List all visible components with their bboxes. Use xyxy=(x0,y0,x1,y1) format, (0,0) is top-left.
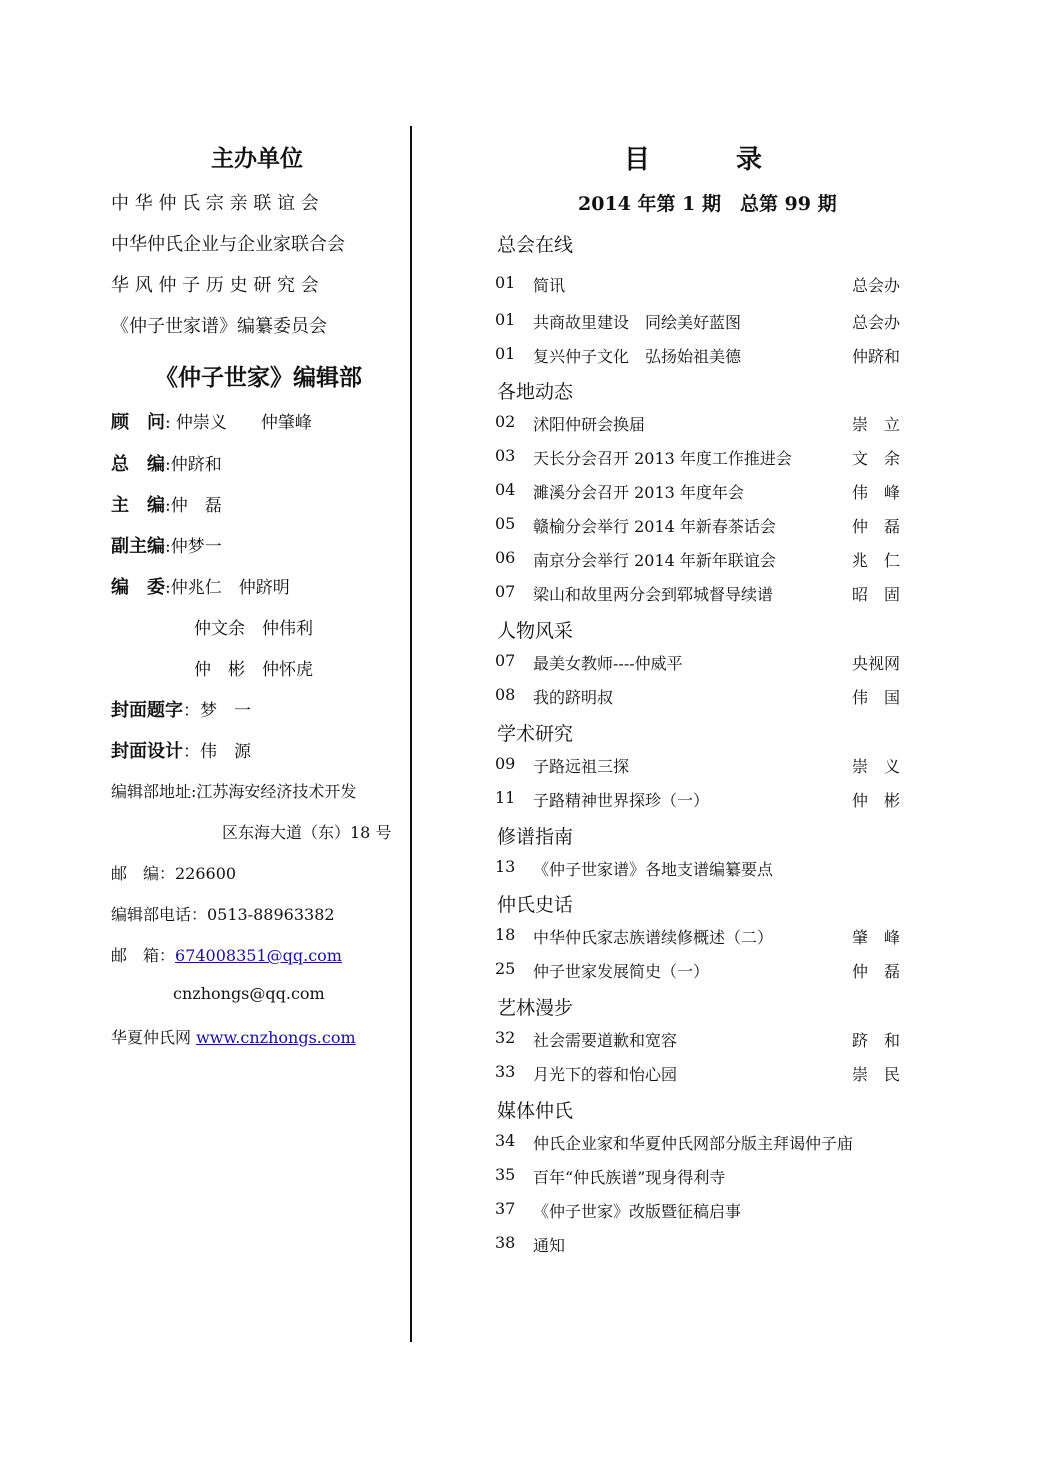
toc-entry[interactable] xyxy=(495,651,905,675)
staff-row-advisor xyxy=(111,408,312,434)
sponsor-4: 《仲子世家谱》编纂委员会 xyxy=(111,316,327,337)
entry-page: 09 xyxy=(495,754,516,773)
entry-page: 34 xyxy=(495,1131,516,1150)
entry-title: 共商故里建设 同绘美好蓝图 xyxy=(533,313,742,332)
entry-author: 肇 峰 xyxy=(851,928,900,947)
entry-title: 子路精神世界探珍（一） xyxy=(533,791,710,810)
entry-page: 02 xyxy=(495,412,516,431)
toc-entry[interactable] xyxy=(495,788,905,812)
staff-value: 仲兆仁 仲跻明 xyxy=(170,578,290,598)
entry-page: 06 xyxy=(495,548,516,567)
entry-author: 跻 和 xyxy=(851,1031,900,1050)
postcode: 邮 编：226600 xyxy=(111,864,237,883)
section-heading: 仲氏史话 xyxy=(497,894,574,916)
section-heading: 学术研究 xyxy=(497,723,574,745)
toc-entry[interactable] xyxy=(495,548,905,572)
sponsor-1: 中 华 仲 氏 宗 亲 联 谊 会 xyxy=(111,193,319,214)
toc-entry[interactable] xyxy=(495,514,905,538)
entry-page: 01 xyxy=(495,273,516,292)
entry-author: 文 余 xyxy=(851,449,900,468)
entry-page: 05 xyxy=(495,514,516,533)
staff-row-editor xyxy=(111,491,222,517)
staff-value: 仲跻和 xyxy=(170,455,222,475)
entry-author: 仲 磊 xyxy=(851,962,900,981)
entry-author: 伟 峰 xyxy=(851,483,900,502)
entry-author: 昭 固 xyxy=(851,585,900,604)
website-label: 华夏仲氏网 xyxy=(111,1028,192,1047)
toc-title: 目 录 xyxy=(624,145,765,175)
website-link[interactable]: www.cnzhongs.com xyxy=(196,1028,356,1047)
staff-value: 仲梦一 xyxy=(170,537,222,557)
issue-info: 2014 年第 1 期 总第 99 期 xyxy=(578,193,837,215)
staff-sep: : xyxy=(165,578,171,598)
entry-title: 仲氏企业家和华夏仲氏网部分版主拜谒仲子庙 xyxy=(533,1134,854,1153)
entry-title: 沭阳仲研会换届 xyxy=(533,415,646,434)
entry-author: 央视网 xyxy=(851,654,900,673)
committee-extra-1: 仲文余 仲伟利 xyxy=(194,619,313,639)
entry-title: 《仲子世家》改版暨征稿启事 xyxy=(533,1202,742,1221)
website-row xyxy=(111,1025,356,1048)
toc-entry[interactable] xyxy=(495,582,905,606)
entry-title: 通知 xyxy=(533,1236,566,1255)
entry-page: 32 xyxy=(495,1028,516,1047)
entry-author: 仲 彬 xyxy=(851,791,900,810)
toc-entry[interactable] xyxy=(495,1165,905,1189)
section-heading: 媒体仲氏 xyxy=(497,1100,574,1122)
address-row xyxy=(111,779,356,802)
entry-page: 38 xyxy=(495,1233,516,1252)
section-heading: 总会在线 xyxy=(497,234,574,256)
entry-page: 18 xyxy=(495,925,516,944)
entry-author: 仲跻和 xyxy=(851,347,900,366)
toc-entry[interactable] xyxy=(495,310,905,334)
entry-page: 03 xyxy=(495,446,516,465)
sponsor-2: 中华仲氏企业与企业家联合会 xyxy=(111,234,345,255)
toc-entry[interactable] xyxy=(495,959,905,983)
staff-sep: : xyxy=(165,413,171,433)
editorial-heading: 《仲子世家》编辑部 xyxy=(155,365,362,391)
toc-entry[interactable] xyxy=(495,412,905,436)
staff-label: 主 编 xyxy=(111,495,165,516)
address-line-2: 区东海大道（东）18 号 xyxy=(222,823,392,842)
entry-page: 11 xyxy=(495,788,516,807)
entry-title: 我的跻明叔 xyxy=(533,688,614,707)
staff-label: 编 委 xyxy=(111,577,165,598)
entry-page: 33 xyxy=(495,1062,516,1081)
address-label: 编辑部地址: xyxy=(111,782,197,801)
toc-entry[interactable] xyxy=(495,1131,905,1155)
section-heading: 艺林漫步 xyxy=(497,997,574,1019)
staff-row-chief-editor xyxy=(111,450,222,476)
toc-entry[interactable] xyxy=(495,754,905,778)
staff-label: 顾 问 xyxy=(111,412,165,433)
staff-sep: : xyxy=(165,496,171,516)
staff-row-committee xyxy=(111,573,290,599)
entry-title: 《仲子世家谱》各地支谱编纂要点 xyxy=(533,860,774,879)
section-heading: 各地动态 xyxy=(497,381,574,403)
entry-page: 01 xyxy=(495,310,516,329)
cover-label: 封面题字 xyxy=(111,700,183,721)
entry-title: 最美女教师----仲威平 xyxy=(533,654,683,673)
entry-page: 07 xyxy=(495,582,516,601)
entry-page: 13 xyxy=(495,857,516,876)
entry-title: 梁山和故里两分会到郓城督导续谱 xyxy=(533,585,774,604)
entry-author: 总会办 xyxy=(851,276,900,295)
sponsor-3: 华 风 仲 子 历 史 研 究 会 xyxy=(111,275,319,296)
entry-page: 37 xyxy=(495,1199,516,1218)
entry-author: 伟 国 xyxy=(851,688,900,707)
toc-entry[interactable] xyxy=(495,1062,905,1086)
staff-row-deputy-editor xyxy=(111,532,222,558)
toc-entry[interactable] xyxy=(495,685,905,709)
entry-title: 中华仲氏家志族谱续修概述（二） xyxy=(533,928,774,947)
cover-value: 梦 一 xyxy=(200,701,251,721)
toc-entry[interactable] xyxy=(495,1233,905,1257)
cover-design-row: 封面设计：伟 源 xyxy=(111,741,251,762)
entry-title: 复兴仲子文化 弘扬始祖美德 xyxy=(533,347,742,366)
email-link[interactable]: 674008351@qq.com xyxy=(175,946,342,965)
sponsor-heading: 主办单位 xyxy=(211,146,303,172)
entry-title: 百年“仲氏族谱”现身得利寺 xyxy=(533,1168,726,1187)
entry-page: 25 xyxy=(495,959,516,978)
entry-title: 子路远祖三探 xyxy=(533,757,630,776)
section-heading: 修谱指南 xyxy=(497,826,574,848)
entry-page: 35 xyxy=(495,1165,516,1184)
entry-title: 赣榆分会举行 2014 年新春茶话会 xyxy=(533,517,776,536)
entry-author: 兆 仁 xyxy=(851,551,900,570)
entry-title: 仲子世家发展简史（一） xyxy=(533,962,710,981)
email-row xyxy=(111,943,342,966)
entry-title: 天长分会召开 2013 年度工作推进会 xyxy=(533,449,792,468)
email-label: 邮 箱： xyxy=(111,946,176,965)
staff-sep: : xyxy=(165,537,171,557)
toc-entry[interactable] xyxy=(495,344,905,368)
entry-page: 08 xyxy=(495,685,516,704)
email-2: cnzhongs@qq.com xyxy=(173,984,325,1003)
staff-sep: : xyxy=(165,455,171,475)
section-heading: 人物风采 xyxy=(497,620,574,642)
address-line-1: 江苏海安经济技术开发 xyxy=(196,782,357,801)
toc-entry[interactable] xyxy=(495,1199,905,1223)
column-divider xyxy=(410,126,412,1342)
entry-title: 南京分会举行 2014 年新年联谊会 xyxy=(533,551,776,570)
staff-label: 副主编 xyxy=(111,536,165,557)
toc-entry[interactable] xyxy=(495,446,905,470)
entry-author: 总会办 xyxy=(851,313,900,332)
toc-entry[interactable] xyxy=(495,480,905,504)
entry-title: 濉溪分会召开 2013 年度年会 xyxy=(533,483,744,502)
toc-entry[interactable] xyxy=(495,925,905,949)
entry-title: 社会需要道歉和宽容 xyxy=(533,1031,678,1050)
cover-value: 伟 源 xyxy=(200,742,251,762)
toc-entry[interactable] xyxy=(495,857,905,881)
toc-entry[interactable] xyxy=(495,273,905,297)
staff-label: 总 编 xyxy=(111,454,165,475)
entry-page: 07 xyxy=(495,651,516,670)
entry-title: 月光下的蓉和怡心园 xyxy=(533,1065,678,1084)
entry-page: 01 xyxy=(495,344,516,363)
entry-author: 崇 立 xyxy=(851,415,900,434)
entry-title: 简讯 xyxy=(533,276,566,295)
entry-author: 崇 义 xyxy=(851,757,900,776)
cover-calligraphy-row: 封面题字：梦 一 xyxy=(111,700,251,721)
entry-page: 04 xyxy=(495,480,516,499)
phone: 编辑部电话：0513-88963382 xyxy=(111,905,335,924)
committee-extra-2: 仲 彬 仲怀虎 xyxy=(194,660,313,680)
staff-value: 仲崇义 仲肇峰 xyxy=(175,413,312,433)
cover-label: 封面设计 xyxy=(111,741,183,762)
toc-entry[interactable] xyxy=(495,1028,905,1052)
entry-author: 崇 民 xyxy=(851,1065,900,1084)
staff-value: 仲 磊 xyxy=(170,496,222,516)
entry-author: 仲 磊 xyxy=(851,517,900,536)
